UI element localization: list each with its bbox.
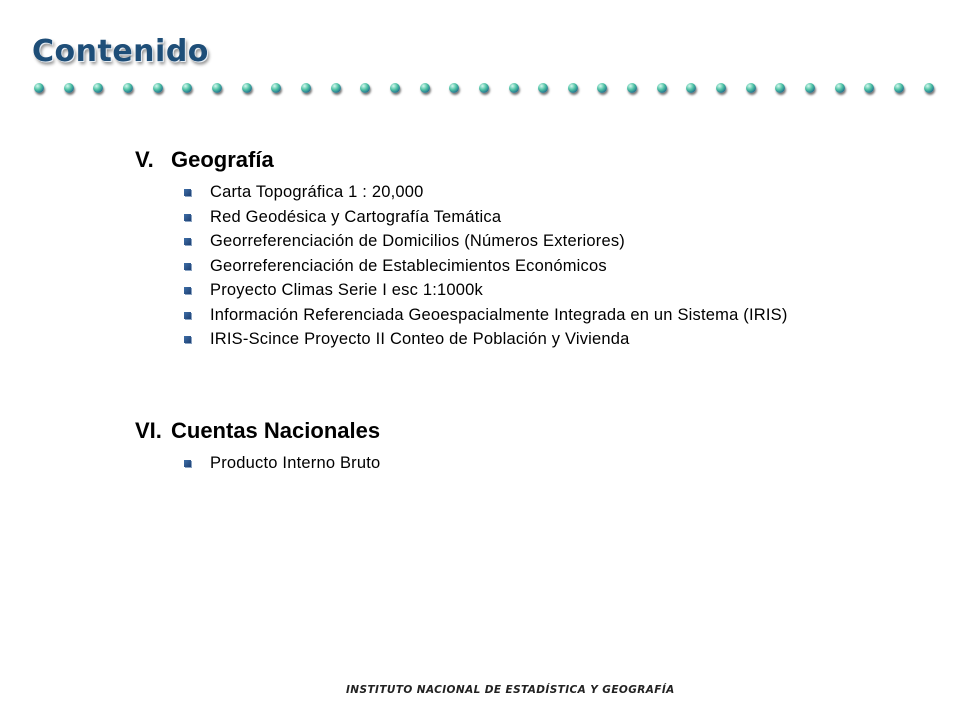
decorative-dot	[242, 83, 252, 93]
section-heading	[135, 147, 805, 173]
list-item	[135, 278, 805, 303]
decorative-dot	[657, 83, 667, 93]
bullet-list	[135, 180, 805, 352]
list-item-text: Georreferenciación de Domicilios (Números Exteriores)	[210, 232, 625, 250]
decorative-dot	[449, 83, 459, 93]
list-item	[135, 180, 805, 205]
list-item-text: Producto Interno Bruto	[210, 454, 381, 472]
section-number: VI.	[135, 418, 162, 443]
decorative-dot	[479, 83, 489, 93]
decorative-dot	[390, 83, 400, 93]
decorative-dot	[686, 83, 696, 93]
decorative-dot	[864, 83, 874, 93]
section-cuentas-nacionales	[135, 418, 805, 476]
decorative-dot	[835, 83, 845, 93]
bullet-list	[135, 451, 805, 476]
section-number: V.	[135, 147, 154, 172]
decorative-dot	[746, 83, 756, 93]
decorative-dot	[538, 83, 548, 93]
decorative-dot	[894, 83, 904, 93]
decorative-dot	[271, 83, 281, 93]
list-item-text: Información Referenciada Geoespacialmente Integrada en un Sistema (IRIS)	[210, 305, 788, 324]
section-title: Geografía	[171, 147, 274, 172]
list-item-text: Carta Topográfica 1 : 20,000	[210, 183, 424, 201]
square-bullet-icon	[184, 312, 191, 319]
decorative-dot	[420, 83, 430, 93]
decorative-dot	[153, 83, 163, 93]
decorative-dot	[775, 83, 785, 93]
square-bullet-icon	[184, 214, 191, 221]
section-geografia	[135, 147, 805, 352]
list-item-text: Georreferenciación de Establecimientos Económicos	[210, 256, 607, 275]
square-bullet-icon	[184, 460, 191, 467]
decorative-dot	[716, 83, 726, 93]
slide-title: Contenido	[32, 34, 209, 69]
list-item	[135, 205, 805, 230]
decorative-dot	[509, 83, 519, 93]
list-item-text: Red Geodésica y Cartografía Temática	[210, 207, 502, 226]
square-bullet-icon	[184, 336, 191, 343]
list-item	[135, 229, 805, 254]
decorative-dot	[212, 83, 222, 93]
decorative-dot	[93, 83, 103, 93]
decorative-dot	[34, 83, 44, 93]
decorative-dot	[331, 83, 341, 93]
list-item-text: Proyecto Climas Serie I esc 1:1000k	[210, 281, 483, 299]
square-bullet-icon	[184, 238, 191, 245]
decorative-dot	[568, 83, 578, 93]
list-item	[135, 303, 805, 328]
list-item	[135, 451, 805, 476]
decorative-dot	[360, 83, 370, 93]
decorative-dot	[597, 83, 607, 93]
square-bullet-icon	[184, 263, 191, 270]
list-item	[135, 327, 805, 352]
section-title: Cuentas Nacionales	[171, 418, 381, 443]
decorative-dot	[924, 83, 934, 93]
decorative-dot-rule	[34, 80, 934, 96]
decorative-dot	[805, 83, 815, 93]
decorative-dot	[64, 83, 74, 93]
square-bullet-icon	[184, 189, 191, 196]
list-item-text: IRIS-Scince Proyecto II Conteo de Población y Vivienda	[210, 330, 630, 348]
decorative-dot	[301, 83, 311, 93]
decorative-dot	[182, 83, 192, 93]
square-bullet-icon	[184, 287, 191, 294]
footer-institution-name: INSTITUTO NACIONAL DE ESTADÍSTICA Y GEOGRAFÍA	[346, 684, 675, 696]
decorative-dot	[123, 83, 133, 93]
section-heading	[135, 418, 805, 444]
list-item	[135, 254, 805, 279]
decorative-dot	[627, 83, 637, 93]
